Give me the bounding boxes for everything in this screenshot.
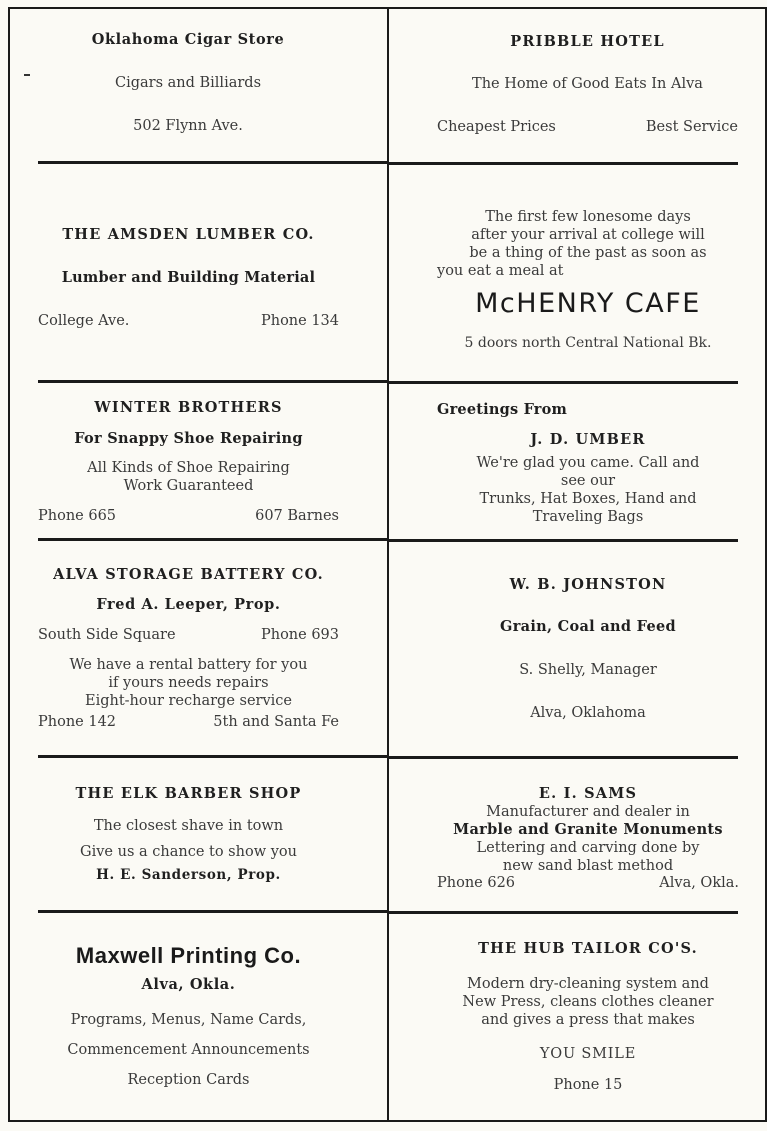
ad-proprietor: Fred A. Leeper, Prop. [96,596,281,613]
ad-line: The Home of Good Eats In Alva [472,76,703,92]
ad-line: Cheapest Prices [437,119,556,135]
ad-line: and gives a press that makes [481,1012,695,1028]
ad-address: 607 Barnes [255,508,339,524]
ad-ei-sams [437,760,739,910]
ad-phone: Phone 134 [260,313,339,329]
separator [389,539,738,542]
ad-title: W. B. JOHNSTON [509,576,667,593]
ad-phone: Phone 15 [553,1077,623,1093]
ad-phone: Phone 626 [437,875,516,891]
separator [389,162,738,165]
ad-line: Commencement Announcements [67,1042,310,1058]
ad-footer [38,713,339,731]
ad-line: new sand blast method [502,858,674,874]
ad-title: THE HUB TAILOR CO'S. [478,940,698,957]
ad-hub-tailor [437,915,739,1120]
left-border [8,7,10,1122]
ad-footer [437,118,738,136]
ad-phone: Phone 142 [38,714,117,730]
separator [389,756,738,759]
ad-line: if yours needs repairs [108,675,269,691]
ad-title: E. I. SAMS [538,785,638,802]
ad-line: Marble and Granite Monuments [453,821,723,838]
ad-line: We're glad you came. Call and [476,455,700,471]
ad-line: after your arrival at college will [471,227,705,243]
ad-address: 5th and Santa Fe [213,714,339,730]
ad-address: 502 Flynn Ave. [133,118,243,134]
ad-line: you eat a meal at [437,263,564,279]
ad-title: ALVA STORAGE BATTERY CO. [53,566,324,583]
ad-proprietor: H. E. Sanderson, Prop. [96,867,281,883]
ad-line: For Snappy Shoe Repairing [74,430,303,447]
ad-line: Grain, Coal and Feed [500,618,676,635]
ad-footer [38,312,339,330]
ad-line: Modern dry-cleaning system and [467,976,709,992]
ad-winter-brothers [38,384,339,538]
ad-line: The first few lonesome days [485,209,691,225]
ad-title: WINTER BROTHERS [94,399,283,416]
ad-line: Work Guaranteed [123,478,254,494]
ad-city: Alva, Okla. [659,875,739,891]
ad-line: see our [560,473,616,489]
separator [38,910,387,913]
ad-title: PRIBBLE HOTEL [510,33,665,50]
ad-mchenry-cafe [437,166,739,380]
ad-maxwell-printing [38,914,339,1120]
ad-greeting: Greetings From [437,401,568,418]
separator [38,755,387,758]
ad-city: Alva, Oklahoma [530,705,646,721]
ad-address: 5 doors north Central National Bk. [464,335,712,351]
ad-line: The closest shave in town [93,818,284,834]
ad-address: College Ave. [38,313,130,329]
ad-line: Programs, Menus, Name Cards, [70,1012,307,1028]
ad-line: Eight-hour recharge service [84,693,293,709]
ad-line: be a thing of the past as soon as [469,245,707,261]
ad-line: Manufacturer and dealer in [486,804,690,820]
ad-line: All Kinds of Shoe Repairing [87,460,290,476]
ad-jd-umber [437,384,739,539]
ad-city: Alva, Okla. [141,976,236,993]
ad-line: We have a rental battery for you [69,657,308,673]
separator [38,161,387,164]
ad-line: Best Service [645,119,738,135]
ad-title: THE ELK BARBER SHOP [75,785,302,802]
ad-phone: Phone 665 [38,508,117,524]
ad-footer [437,874,739,892]
ad-title: McHENRY CAFE [475,288,701,319]
separator [38,538,387,541]
margin-mark [24,74,30,76]
ad-line: Lumber and Building Material [61,269,316,286]
ad-slogan: YOU SMILE [539,1046,637,1062]
ad-elk-barber-shop [38,759,339,909]
ad-line: Trunks, Hat Boxes, Hand and [479,491,697,507]
ad-phone: Phone 693 [260,627,339,643]
ad-pribble-hotel [437,0,738,160]
ad-title: THE AMSDEN LUMBER CO. [62,226,315,243]
ad-alva-storage-battery [38,542,339,754]
ad-footer [38,507,339,525]
ad-title: J. D. UMBER [530,431,646,448]
ad-title: Oklahoma Cigar Store [91,31,285,48]
center-divider [387,7,389,1122]
ad-line: Give us a chance to show you [80,844,297,860]
ad-oklahoma-cigar-store [38,0,338,160]
ad-line: Lettering and carving done by [476,840,700,856]
ad-address: South Side Square [38,627,176,643]
ad-line: Cigars and Billiards [114,75,262,91]
separator [38,380,387,383]
ad-line: Reception Cards [127,1072,250,1088]
ad-manager: S. Shelly, Manager [519,662,657,678]
ad-wb-johnston [437,543,739,755]
ad-line: New Press, cleans clothes cleaner [462,994,714,1010]
ad-line: Traveling Bags [532,509,644,525]
ad-address-row [38,626,339,644]
ad-title: Maxwell Printing Co. [75,943,302,968]
separator [389,911,738,914]
ad-amsden-lumber [38,165,339,379]
